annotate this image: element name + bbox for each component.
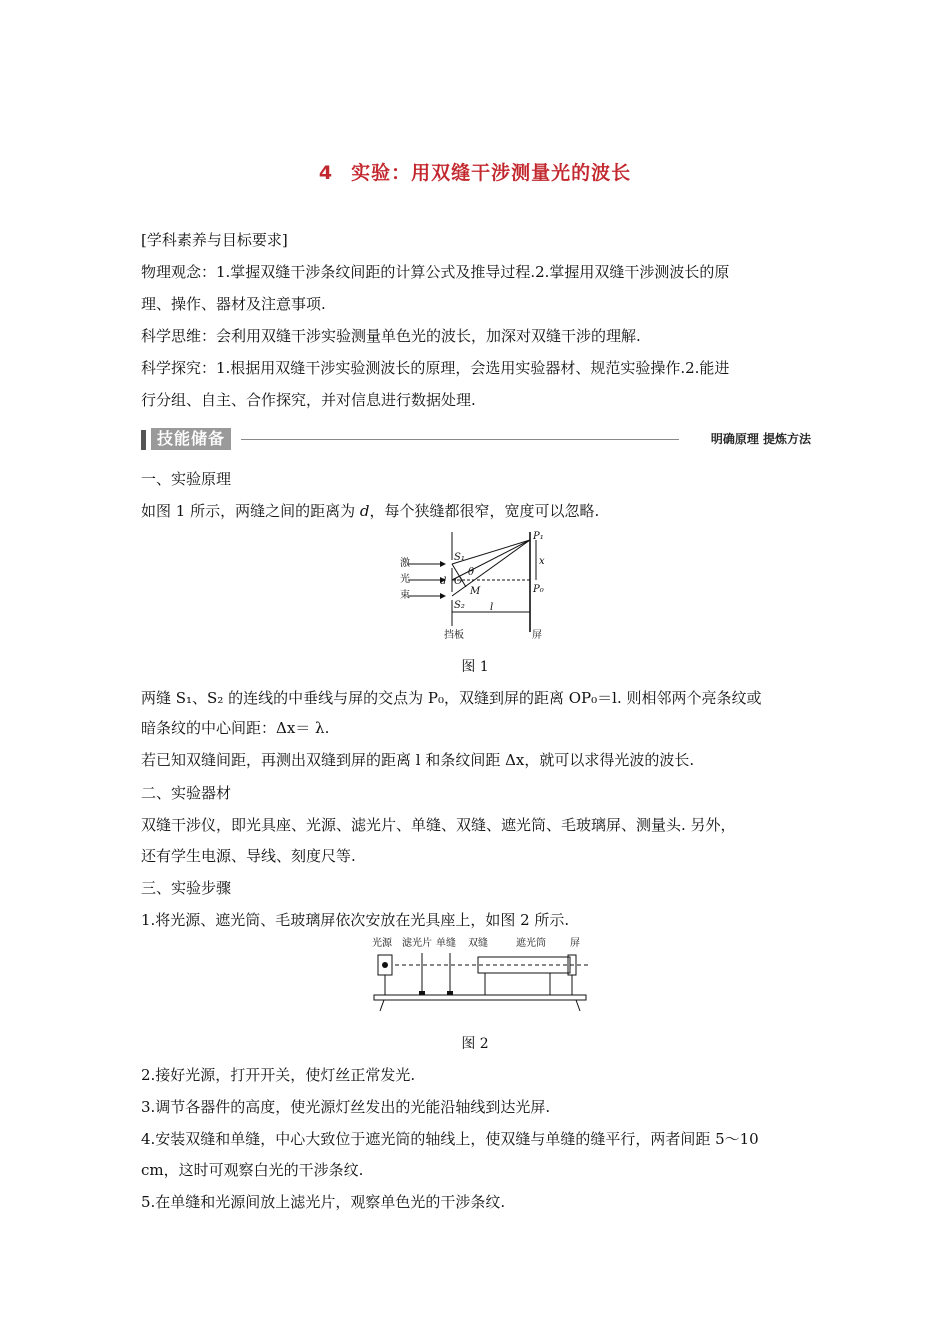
label-screen: 屏 xyxy=(532,630,542,641)
banner-label: 技能储备 xyxy=(151,428,231,450)
ray-s2-p1 xyxy=(452,540,530,596)
intro-text-a: 如图 1 所示，两缝之间的距离为 xyxy=(141,502,360,520)
goals-heading: [学科素养与目标要求] xyxy=(141,231,288,249)
label-beam-3: 束 xyxy=(400,590,410,601)
label-s1: S₁ xyxy=(454,552,465,563)
label-baffle: 挡板 xyxy=(444,630,464,641)
banner-bar xyxy=(141,430,146,450)
figure-2-caption: 图 2 xyxy=(461,1036,489,1052)
page-title xyxy=(0,158,950,185)
step-1: 1.将光源、遮光筒、毛玻璃屏依次安放在光具座上，如图 2 所示. xyxy=(141,911,570,929)
label-beam-1: 激 xyxy=(400,558,410,569)
banner-right-text: 明确原理 提炼方法 xyxy=(710,432,811,446)
goals-line-4: 科学探究：1.根据用双缝干涉实验测波长的原理，会选用实验器材、规范实验操作.2.能进 xyxy=(141,359,730,377)
goals-line-5: 行分组、自主、合作探究，并对信息进行数据处理. xyxy=(141,391,476,409)
figure-1-diagram xyxy=(400,530,570,642)
lamp-icon xyxy=(382,962,388,968)
para3: 若已知双缝间距，再测出双缝到屏的距离 l 和条纹间距 Δx，就可以求得光波的波长. xyxy=(141,751,695,769)
intro-var-d: d xyxy=(359,502,370,520)
para2-line-2: 暗条纹的中心间距：Δx＝ λ. xyxy=(141,719,330,737)
banner-rule xyxy=(241,439,679,440)
section2-heading: 二、实验器材 xyxy=(141,784,232,802)
intro-text-b: ，每个狭缝都很窄，宽度可以忽略. xyxy=(369,502,600,520)
label-screen-2: 屏 xyxy=(570,938,580,949)
para2-line-1: 两缝 S₁、S₂ 的连线的中垂线与屏的交点为 P₀，双缝到屏的距离 OP₀＝l. 则相邻两个亮条纹或 xyxy=(141,689,762,707)
section2-line-2: 还有学生电源、导线、刻度尺等. xyxy=(141,847,356,865)
section2-line-1: 双缝干涉仪，即光具座、光源、滤光片、单缝、双缝、遮光筒、毛玻璃屏、测量头. 另外， xyxy=(141,816,736,834)
label-single-slit: 单缝 xyxy=(436,938,456,949)
filter-base xyxy=(419,991,425,995)
label-x: x xyxy=(539,556,545,567)
label-theta: θ xyxy=(468,567,475,578)
bench-leg-left xyxy=(380,1000,384,1011)
arrowhead-3 xyxy=(440,593,446,599)
label-o: O xyxy=(454,576,463,587)
optical-bench xyxy=(374,995,586,1000)
label-p0: P₀ xyxy=(533,584,544,595)
label-double-slit: 双缝 xyxy=(468,938,488,949)
label-s2: S₂ xyxy=(454,600,465,611)
step-5: 5.在单缝和光源间放上滤光片，观察单色光的干涉条纹. xyxy=(141,1193,506,1211)
section1-intro xyxy=(141,501,813,521)
section-banner xyxy=(141,428,811,450)
section1-heading: 一、实验原理 xyxy=(141,470,232,488)
single-base xyxy=(447,991,453,995)
step-2: 2.接好光源，打开开关，使灯丝正常发光. xyxy=(141,1066,416,1084)
step-4: 4.安装双缝和单缝，中心大致位于遮光筒的轴线上，使双缝与单缝的缝平行，两者间距 5～10 xyxy=(141,1130,759,1148)
figure-1-caption: 图 1 xyxy=(461,659,489,675)
goals-line-3: 科学思维：会利用双缝干涉实验测量单色光的波长，加深对双缝干涉的理解. xyxy=(141,327,641,345)
label-d: d xyxy=(440,576,447,587)
figure-2-diagram xyxy=(370,935,595,1015)
bench-leg-right xyxy=(576,1000,580,1011)
section3-heading: 三、实验步骤 xyxy=(141,879,232,897)
arrowhead-1 xyxy=(440,561,446,567)
step-4-cont: cm，这时可观察白光的干涉条纹. xyxy=(141,1161,364,1179)
title-text: 实验：用双缝干涉测量光的波长 xyxy=(351,162,632,184)
goals-line-2: 理、操作、器材及注意事项. xyxy=(141,295,326,313)
label-m: M xyxy=(470,586,481,597)
label-source: 光源 xyxy=(372,938,392,949)
step-3: 3.调节各器件的高度，使光源灯丝发出的光能沿轴线到达光屏. xyxy=(141,1098,551,1116)
goals-line-1: 物理观念：1.掌握双缝干涉条纹间距的计算公式及推导过程.2.掌握用双缝干涉测波长的原 xyxy=(141,263,730,281)
label-tube: 遮光筒 xyxy=(516,938,546,949)
title-number: 4 xyxy=(318,162,334,184)
label-p1: P₁ xyxy=(533,531,544,542)
label-l: l xyxy=(490,602,494,613)
label-beam-2: 光 xyxy=(400,574,410,585)
label-filter: 滤光片 xyxy=(402,938,432,949)
